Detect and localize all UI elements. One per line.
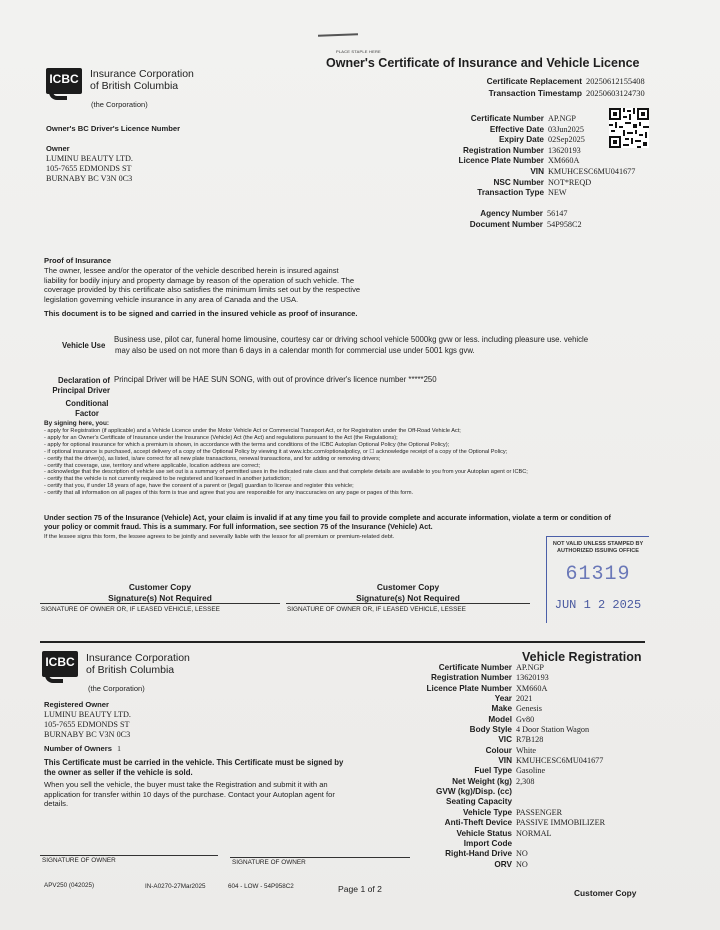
lessee-note: If the lessee signs this form, the lessee agrees to be jointly and severally liable with the lessor for all premium or premium-related debt. [44,534,395,540]
cert-field-value: AP.NGP [548,114,576,123]
certificate-fields [412,114,635,199]
reg-field-model [398,715,605,725]
cert-field-value: KMUHCESC6MU041677 [548,166,636,176]
reg-field-value [512,797,516,806]
reg-field-label: Licence Plate Number [426,683,512,693]
cert-field-certificate-number [412,114,635,125]
replacement-value: 20250612155408 [586,77,645,86]
reg-field-vehicle-status [398,829,605,839]
reg-field-label: Vehicle Type [463,807,512,817]
timestamp-label: Transaction Timestamp [488,87,582,98]
signing-item: - certify that all information on all pages of this form is true and agree that you are responsible for any inaccuracies on any page or pages of this form. [44,490,414,497]
section-divider [40,641,645,643]
cert-field-label: Effective Date [489,124,544,134]
reg-field-label: Seating Capacity [446,797,512,807]
reg-field-label: Net Weight (kg) [452,776,512,786]
reg-corp-line1: Insurance Corporation [86,652,190,664]
proof-line-3: coverage provided by this certificate also satisfies the minimum limits set out by the respective [44,285,361,295]
signing-item: - certify that coverage, use, territory and where applicable, location address are correct; [44,462,261,469]
owner-name: LUMINU BEAUTY LTD. [46,154,133,163]
reg-field-value: Gasoline [516,766,546,776]
reg-owner-address-1: 105-7655 EDMONDS ST [44,720,130,729]
reg-field-seating-capacity [398,797,605,807]
proof-of-insurance [44,256,360,319]
dl-label: Owner's BC Driver's Licence Number [46,124,181,133]
signing-item: - certify that you, if under 18 years of age, have the consent of a parent or (legal) guardian to license and register this vehicle; [44,483,354,490]
doc-code: 604 - LOW - 54P958C2 [228,883,294,890]
reg-field-value [512,839,516,848]
corp-sub: (the Corporation) [91,100,148,109]
customer-copy-footer: Customer Copy [574,888,637,898]
agency-block [457,209,582,230]
reg-field-label: Anti-Theft Device [444,818,512,828]
owner-label: Owner [46,144,70,153]
signing-heading: By signing here, you: [44,420,109,427]
vehicle-use-line-1: Business use, pilot car, funeral home limousine, courtesy car or driving school vehicle 5000kg gvw or less. including pleasure use. vehicle [114,335,589,344]
reg-field-make [398,704,605,714]
sell-line-1: When you sell the vehicle, the buyer must take the Registration and submit it with an [44,780,328,789]
reg-field-value: XM660A [516,683,548,693]
section75-line-1: Under section 75 of the Insurance (Vehicle) Act, your claim is invalid if at any time you fail to provide complete and accurate information, violate a term or condition of [44,513,611,522]
reg-field-label: GVW (kg)/Disp. (cc) [436,787,512,797]
staple-mark [318,33,358,36]
icbc-logo: ICBC [46,68,82,94]
replacement-block [472,76,645,99]
reg-field-value: 4 Door Station Wagon [516,725,590,735]
carry-notice [44,758,343,778]
reg-field-anti-theft-device [398,818,605,828]
signing-item: - certify that the driver(s), as listed, is/are correct for all new plate transactions, renewal transactions, and for adding or removing drivers; [44,455,381,462]
reg-field-value: KMUHCESC6MU041677 [516,756,604,766]
carry-line-2: the owner as seller if the vehicle is sold. [44,768,193,777]
corp-line2: of British Columbia [90,80,179,92]
customer-copy-1 [40,582,280,603]
cert-field-vin [412,167,635,178]
reg-field-value: 13620193 [516,673,549,683]
reg-field-label: VIC [498,735,512,745]
reg-field-label: Fuel Type [474,766,512,776]
cert-field-label: Licence Plate Number [458,156,544,166]
section75-line-2: your policy or commit fraud. This is a summary. For full information, see section 75 of the Insurance (Vehicle) Act. [44,522,433,532]
issuing-office-stamp [546,536,649,623]
corp-name [90,68,194,92]
cert-field-value: 13620193 [548,145,581,155]
customer-copy-1-line-1: Customer Copy [128,582,192,592]
reg-field-label: Certificate Number [438,663,512,672]
proof-line-2: liability for bodily injury and property damage by reason of the operation of such vehicle. The [44,275,355,285]
stamp-header [547,541,649,555]
customer-copy-2-line-1: Customer Copy [376,582,440,592]
reg-field-vehicle-type [398,808,605,818]
customer-copy-2 [286,582,530,603]
signing-item: - apply for optional insurance for which a premium is shown, in accordance with the terms and conditions of the ICBC Autoplan Optional Policy (the Optional Policy); [44,441,450,448]
reg-field-value: Gv80 [516,714,535,724]
stamp-header-1: NOT VALID UNLESS STAMPED BY [552,541,644,547]
registration-title: Vehicle Registration [522,650,642,664]
cert-field-licence-plate-number [412,156,635,167]
cert-field-effective-date [412,125,635,136]
registered-owner-label: Registered Owner [44,700,109,709]
reg-owner-address-2: BURNABY BC V3N 0C3 [44,730,131,739]
cert-field-value: 03Jun2025 [548,124,584,134]
reg-field-value: 2021 [516,694,533,704]
reg-field-vin [398,756,605,766]
reg-field-licence-plate-number [398,684,605,694]
vehicle-use-line-2: may also be used on not more than 6 days in a calendar month for commercial use under 5001 kgs gvw. [115,345,475,355]
owner-block [46,154,133,184]
owner-signature-line-1 [40,855,218,856]
reg-field-value [512,787,516,796]
declaration-label-2: Principal Driver [52,386,110,395]
reg-field-label: Colour [485,745,512,755]
cert-field-expiry-date [412,135,635,146]
cert-field-value: XM660A [548,156,580,166]
cert-field-label: Expiry Date [498,135,544,145]
page-number: Page 1 of 2 [338,884,382,894]
registered-owner-block [44,710,131,740]
stamp-date: JUN 1 2 2025 [554,598,642,612]
staple-text: PLACE STAPLE HERE [336,49,381,54]
owner-signature-caption-2: SIGNATURE OF OWNER [232,859,306,866]
cert-field-label: VIN [530,166,544,176]
signing-item: - apply for an Owner's Certificate of Insurance under the Insurance (Vehicle) Act (the Act) and regulations pursuant to the Act (the Regulations); [44,434,398,441]
signing-item: - certify that the vehicle is not currently required to be registered and licensed in another jurisdiction; [44,476,291,483]
proof-heading: Proof of Insurance [44,256,112,265]
cert-field-transaction-type [412,188,635,199]
owner-address-1: 105-7655 EDMONDS ST [46,164,132,173]
declaration-value: Principal Driver will be HAE SUN SONG, with out of province driver's licence number *****250 [114,375,437,384]
timestamp-value: 20250603124730 [586,88,645,98]
conditional-factor-label [56,399,118,419]
reg-field-year [398,694,605,704]
reg-field-label: Vehicle Status [456,828,512,838]
reg-field-orv [398,860,605,870]
cert-field-label: Certificate Number [470,114,544,123]
document-value: 54P958C2 [547,219,582,229]
replacement-label: Certificate Replacement [486,76,582,86]
reg-field-colour [398,746,605,756]
declaration-label [46,376,110,396]
sell-line-3: details. [44,799,69,809]
ref-code: IN-A0270-27Mar2025 [145,883,206,890]
corp-name-registration [86,652,190,676]
signature-line-2 [286,603,530,604]
owner-address-2: BURNABY BC V3N 0C3 [46,174,133,183]
cert-field-nsc-number [412,178,635,189]
signing-item: - if optional insurance is purchased, accept delivery of a copy of the Optional Policy by viewing it at www.icbc.com/optionalpolicy, or ☐ acknowledge receipt of a copy of the Optional Policy; [44,448,508,455]
signing-item: - apply for Registration (if applicable) and a Vehicle Licence under the Motor Vehicle Act or Commercial Transport Act, or for Registration under the Off-Road Vehicle Act; [44,428,461,434]
proof-bold: This document is to be signed and carried in the insured vehicle as proof of insurance. [44,308,358,318]
icbc-logo-registration: ICBC [42,651,78,677]
section75 [44,513,611,532]
corp-line1: Insurance Corporation [90,68,194,80]
vehicle-use-text [114,335,588,356]
number-of-owners [44,744,121,753]
signature-caption-1: SIGNATURE OF OWNER OR, IF LEASED VEHICLE, LESSEE [41,606,220,613]
reg-field-label: Registration Number [431,673,512,683]
cert-field-value: NOT*REQD [548,177,592,187]
document-label: Document Number [469,219,543,229]
stamp-number: 61319 [565,563,631,586]
agency-value: 56147 [547,209,568,218]
reg-owner-name: LUMINU BEAUTY LTD. [44,710,131,719]
sell-notice [44,780,335,809]
reg-field-value: NO [516,859,528,869]
num-owners-label: Number of Owners [44,744,112,753]
reg-field-label: ORV [494,859,512,869]
reg-field-label: Model [488,714,512,724]
reg-field-value: NORMAL [516,828,552,838]
reg-field-certificate-number [398,663,605,673]
owner-signature-caption-1: SIGNATURE OF OWNER [42,857,116,864]
reg-field-label: Make [491,704,512,714]
customer-copy-2-line-2: Signature(s) Not Required [356,592,460,603]
declaration-label-1: Declaration of [58,376,110,385]
reg-field-label: Import Code [463,838,512,848]
reg-field-import-code [398,839,605,849]
reg-field-registration-number [398,673,605,683]
owner-signature-line-2 [230,857,410,858]
signature-caption-2: SIGNATURE OF OWNER OR, IF LEASED VEHICLE, LESSEE [287,606,466,613]
reg-field-label: Body Style [469,725,512,735]
reg-field-value: AP.NGP [516,663,544,672]
reg-corp-line2: of British Columbia [86,664,175,676]
reg-field-value: White [516,745,537,755]
proof-line-4: legislation governing vehicle insurance in any area of Canada and the USA. [44,295,299,305]
reg-corp-sub: (the Corporation) [88,684,145,693]
reg-field-value: Genesis [516,704,542,714]
registration-fields [398,663,605,870]
cert-field-label: Transaction Type [477,188,544,198]
num-owners-value: 1 [117,744,121,753]
vehicle-use-label: Vehicle Use [62,341,106,350]
reg-field-net-weight-kg [398,777,605,787]
reg-field-value: PASSIVE IMMOBILIZER [516,818,606,828]
cert-field-value: NEW [548,188,567,198]
stamp-header-2: AUTHORIZED ISSUING OFFICE [557,548,639,554]
reg-field-label: Right-Hand Drive [445,849,512,859]
signing-item: - acknowledge that the description of vehicle use set out is a summary of permitted uses in the indicated rate class and that complete details are available to you from your Autoplan agent or ICBC; [44,469,528,476]
signature-line-1 [40,603,280,604]
sell-line-2: application for transfer within 10 days of the purchase. Contact your Autoplan agent for [44,789,335,799]
cert-field-value: 02Sep2025 [548,135,585,145]
reg-field-value: NO [516,849,528,859]
cert-field-label: NSC Number [493,177,544,187]
qr-code [609,108,649,148]
carry-line-1: This Certificate must be carried in the vehicle. This Certificate must be signed by [44,758,344,767]
certificate-title: Owner's Certificate of Insurance and Vehicle Licence [326,56,640,70]
reg-field-value: R7B128 [516,735,544,745]
reg-field-vic [398,735,605,745]
reg-field-label: VIN [498,756,512,766]
reg-field-label: Year [494,694,512,704]
customer-copy-1-line-2: Signature(s) Not Required [108,592,212,603]
form-code: APV250 (042025) [44,882,95,889]
reg-field-body-style [398,725,605,735]
reg-field-gvw-kg-disp-cc [398,787,605,797]
conditional-label-2: Factor [75,409,99,418]
agency-label: Agency Number [480,209,543,218]
proof-line-1: The owner, lessee and/or the operator of the vehicle described herein is insured against [44,265,339,275]
signing-list [44,428,684,497]
conditional-label-1: Conditional [65,399,109,408]
reg-field-fuel-type [398,766,605,776]
reg-field-value: 2,308 [516,776,535,786]
cert-field-label: Registration Number [463,145,544,155]
reg-field-value: PASSENGER [516,807,563,817]
reg-field-right-hand-drive [398,849,605,859]
cert-field-registration-number [412,146,635,157]
